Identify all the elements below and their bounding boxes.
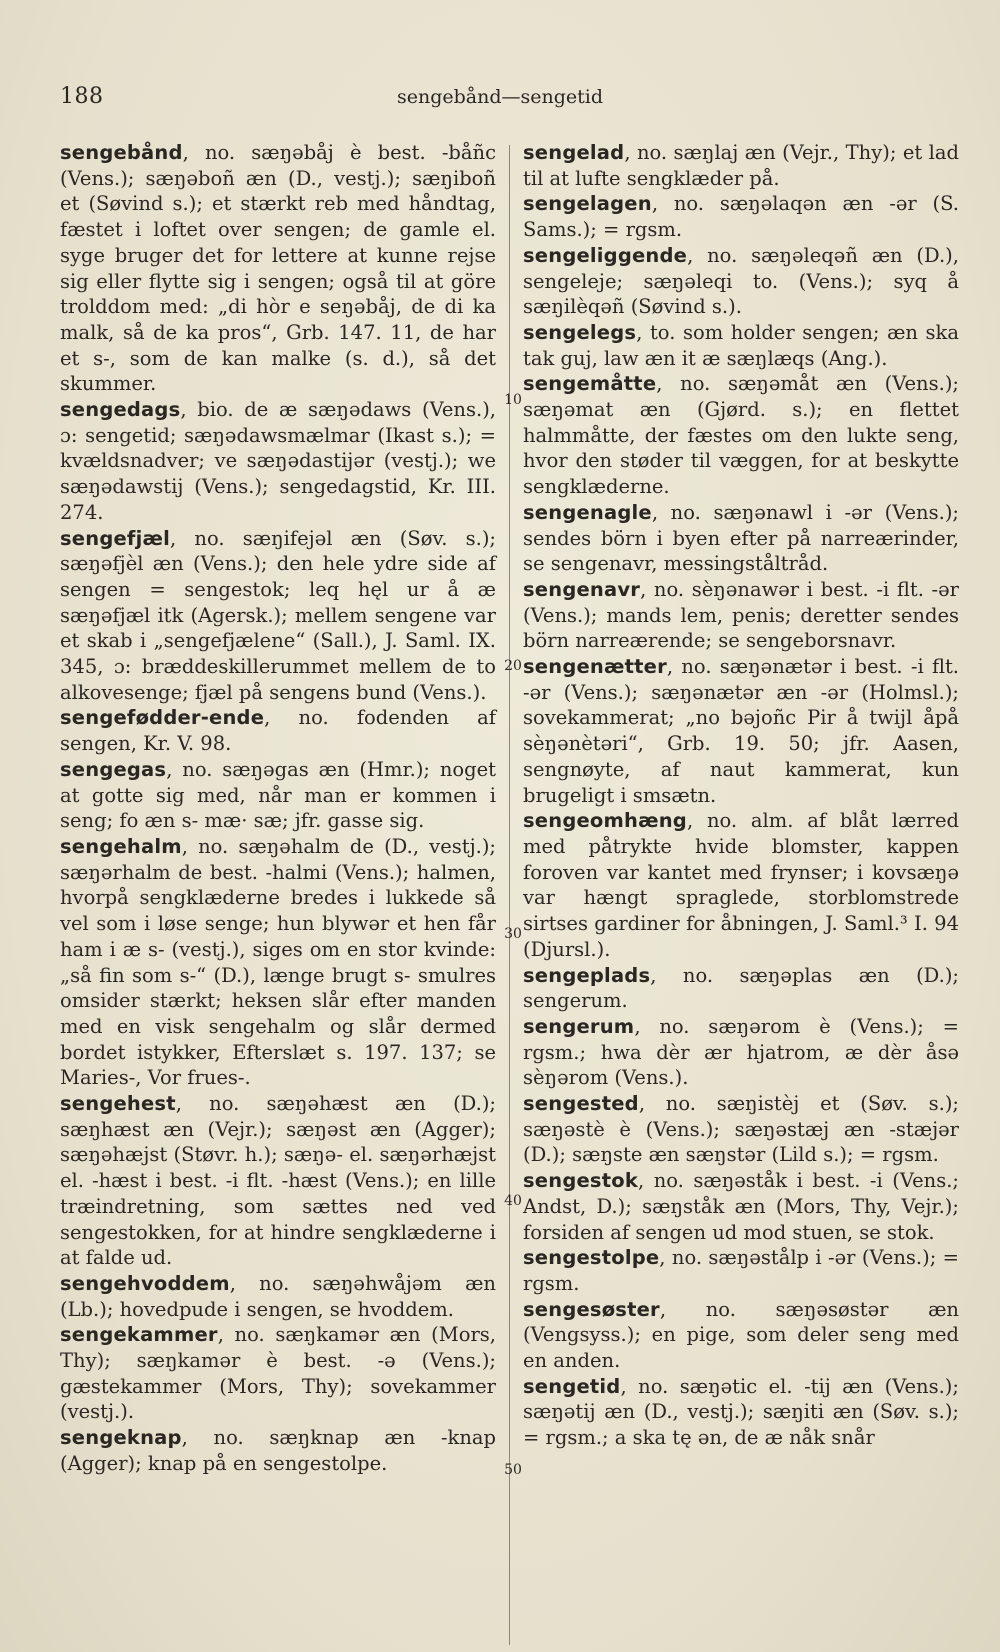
- entry-text: , no. sæŋəbåj è best. -båñc (Vens.); sæŋəboñ æn (D., vestj.); sæŋiboñ et (Søvind s.); et stærkt reb med håndtag, fæstet i loftet over sengen; de gamle el. syge bruger det for lettere at kunne rejse sig eller flytte sig i sengen; også til at göre trolddom med: „di hòr e seŋəbåj, de di ka malk, så de ka pros“, Grb. 147. 11, de har et s-, som de kan malke (s. d.), så det skummer.: [60, 141, 496, 396]
- headword: sengekammer: [60, 1323, 218, 1347]
- left-column: [60, 140, 496, 1477]
- entry-text: , no. sæŋəmåt æn (Vens.); sæŋəmat æn (Gjørd. s.); en flettet halmmåtte, der fæstes om den lukte seng, hvor den støder til væggen, for at beskytte sengklæderne.: [523, 372, 959, 499]
- entry-text: , no. sæŋknap æn -knap (Agger); knap på en sengestolpe.: [60, 1426, 496, 1475]
- headword: sengelad: [523, 141, 625, 164]
- entry-text: , no. sæŋəstålp i -ər (Vens.); = rgsm.: [523, 1246, 959, 1295]
- headword: sengested: [523, 1092, 639, 1116]
- headword: sengehalm: [60, 834, 182, 858]
- entry-text: , no. sæŋəhæst æn (D.); sæŋhæst æn (Vejr.); sæŋəst æn (Agger); sæŋəhæjst (Støvr. h.); sæŋə- el. sæŋərhæjst el. -hæst i best. -i flt. -hæst (Vens.); en lille træindretning, som sættes ned ved sengestokken, for at hindre sengklæderne i at falde ud.: [60, 1092, 496, 1270]
- entry-text: , no. sæŋəplas æn (D.); sengerum.: [523, 963, 959, 1013]
- line-number: 50: [504, 1462, 522, 1478]
- entry-text: , no. sæŋistèj et (Søv. s.); sæŋəstè è (Vens.); sæŋəstæj æn -stæjər (D.); sæŋste æn sæŋstər (Lild s.); = rgsm.: [523, 1092, 959, 1167]
- entry-text: , no. sæŋənætər i best. -i flt. -ər (Vens.); sæŋənætər æn -ər (Holmsl.); sovekammerat; „no bəjoñc Pir å twijl åpå sèŋənètəri“, Grb. 19. 50; jfr. Aasen, sengnøyte, af naut kammerat, kun brugeligt i smsætn.: [523, 655, 959, 807]
- headword: sengelegs: [523, 320, 637, 344]
- dictionary-entry: [60, 397, 496, 526]
- entry-text: , no. sæŋənawl i -ər (Vens.); sendes börn i byen efter på narreærinder, se sengenavr, messingståltråd.: [523, 500, 959, 576]
- dictionary-entry: [523, 1374, 959, 1451]
- entry-text: , no. sæŋəlaqən æn -ər (S. Sams.); = rgsm.: [523, 192, 959, 242]
- right-column: [523, 140, 959, 1451]
- entry-text: , no. sæŋkamər æn (Mors, Thy); sæŋkamər è best. -ə (Vens.); gæstekammer (Mors, Thy); sovekammer (vestj.).: [60, 1323, 496, 1424]
- dictionary-entry: [60, 834, 496, 1091]
- line-number: 10: [504, 392, 522, 408]
- headword: sengebånd: [60, 141, 183, 164]
- entry-text: , no. alm. af blåt lærred med påtrykte hvide blomster, kappen foroven var kantet med frynser; i kovsæŋə var hængt spraglede, storblomstrede sirtses gardiner for åbningen, J. Saml.³ I. 94 (Djursl.).: [523, 809, 959, 961]
- entry-text: , no. sæŋəleqəñ æn (D.), sengeleje; sæŋəleqi to. (Vens.); syq å sæŋilèqəñ (Søvind s.).: [523, 243, 959, 319]
- dictionary-entry: [523, 963, 959, 1014]
- entry-text: , no. sæŋifejəl æn (Søv. s.); sæŋəfjèl æn (Vens.); den hele ydre side af sengen = sengestok; leq hęl ur å æ sæŋəfjæl itk (Agersk.); mellem sengene var et skab i „sengefjælene“ (Sall.), J. Saml. IX. 345, ɔ: bræddeskillerummet mellem de to alkovesenge; fjæl på sengens bund (Vens.).: [60, 526, 496, 704]
- dictionary-entry: [60, 1271, 496, 1322]
- headword: sengesøster: [523, 1297, 660, 1321]
- headword: sengeomhæng: [523, 809, 687, 833]
- entry-text: , no. sæŋəhalm de (D., vestj.); sæŋərhalm de best. -halmi (Vens.); halmen, hvorpå sengklæderne bredes i lukkede så vel som i løse senge; hun blywər et hen får ham i æ s- (vestj.), siges om en stor kvinde: „så fin som s-“ (D.), længe brugt s- smulres omsider stærkt; heksen slår efter manden med en visk sengehalm og slår dermed bordet istykker, Efterslæt s. 197. 137; se Maries-, Vor frues-.: [60, 834, 496, 1090]
- entry-text: , no. sæŋəståk i best. -i (Vens.; Andst, D.); sæŋståk æn (Mors, Thy, Vejr.); forsiden af sengen ud mod stuen, se stok.: [523, 1169, 959, 1244]
- dictionary-entry: [523, 191, 959, 242]
- dictionary-entry: [60, 1091, 496, 1271]
- headword: sengestolpe: [523, 1246, 660, 1270]
- headword: sengedags: [60, 398, 181, 422]
- headword: sengeknap: [60, 1426, 182, 1450]
- dictionary-entry: [60, 1425, 496, 1476]
- headword: sengenætter: [523, 655, 667, 679]
- dictionary-entry: [523, 1091, 959, 1168]
- entry-text: , no. sæŋəgas æn (Hmr.); noget at gotte sig med, når man er kommen i seng; fo æn s- mæ· sæ; jfr. gasse sig.: [60, 757, 496, 833]
- headword: sengehvoddem: [60, 1271, 230, 1295]
- entry-text: , no. sæŋlaj æn (Vejr., Thy); et lad til at lufte sengklæder på.: [523, 141, 959, 190]
- headword: sengestok: [523, 1169, 638, 1193]
- dictionary-entry: [523, 1014, 959, 1091]
- entry-text: , no. sæŋərom è (Vens.); = rgsm.; hwa dèr ær hjatrom, æ dèr åsə sèŋərom (Vens.).: [523, 1014, 959, 1090]
- dictionary-entry: [523, 140, 959, 191]
- dictionary-entry: [523, 320, 959, 371]
- dictionary-entry: [523, 1168, 959, 1245]
- dictionary-entry: [60, 705, 496, 756]
- headword: sengelagen: [523, 192, 652, 216]
- dictionary-entry: [60, 757, 496, 834]
- entry-text: , no. sèŋənawər i best. -i flt. -ər (Vens.); mands lem, penis; deretter sendes börn narreærende; se sengeborsnavr.: [523, 577, 959, 653]
- headword: sengeplads: [523, 963, 651, 987]
- dictionary-entry: [523, 654, 959, 808]
- entry-text: , to. som holder sengen; æn ska tak guj, law æn it æ sæŋlæqs (Ang.).: [523, 320, 959, 370]
- headword: sengenagle: [523, 500, 652, 524]
- headword: sengemåtte: [523, 372, 657, 396]
- line-number: 20: [504, 658, 522, 674]
- dictionary-entry: [523, 500, 959, 577]
- headword: sengerum: [523, 1014, 635, 1038]
- headword: sengeliggende: [523, 243, 688, 267]
- entry-text: , no. fodenden af sengen, Kr. V. 98.: [60, 706, 496, 756]
- headword: sengenavr: [523, 577, 641, 601]
- headword: sengetid: [523, 1374, 621, 1398]
- entry-text: , no. sæŋətic el. -tij æn (Vens.); sæŋətij æn (D., vestj.); sæŋiti æn (Søv. s.); = rgsm.; a ska tę ən, de æ nåk snår: [523, 1374, 959, 1450]
- dictionary-entry: [523, 577, 959, 654]
- line-number: 40: [504, 1193, 522, 1209]
- headword: sengehest: [60, 1092, 176, 1116]
- entry-text: , no. sæŋəsøstər æn (Vengsyss.); en pige, som deler seng med en anden.: [523, 1297, 959, 1373]
- page-number: 188: [60, 84, 104, 109]
- entry-text: , no. sæŋəhwåjəm æn (Lb.); hovedpude i sengen, se hvoddem.: [60, 1271, 496, 1321]
- headword: sengegas: [60, 757, 167, 781]
- line-number: 30: [504, 926, 522, 942]
- entry-text: , bio. de æ sæŋədaws (Vens.), ɔ: sengetid; sæŋədawsmælmar (Ikast s.); = kvældsnadver; ve sæŋədastijər (vestj.); we sæŋədawstij (Vens.); sengedagstid, Kr. III. 274.: [60, 398, 496, 524]
- column-divider: [509, 145, 510, 1645]
- dictionary-entry: [60, 526, 496, 706]
- dictionary-entry: [523, 371, 959, 500]
- dictionary-entry: [523, 808, 959, 962]
- running-head: sengebånd—sengetid: [396, 86, 604, 108]
- headword: sengefødder-ende: [60, 706, 265, 730]
- dictionary-entry: [523, 1297, 959, 1374]
- dictionary-entry: [523, 1245, 959, 1296]
- headword: sengefjæl: [60, 526, 170, 550]
- dictionary-entry: [60, 140, 496, 397]
- dictionary-entry: [523, 243, 959, 320]
- dictionary-entry: [60, 1322, 496, 1425]
